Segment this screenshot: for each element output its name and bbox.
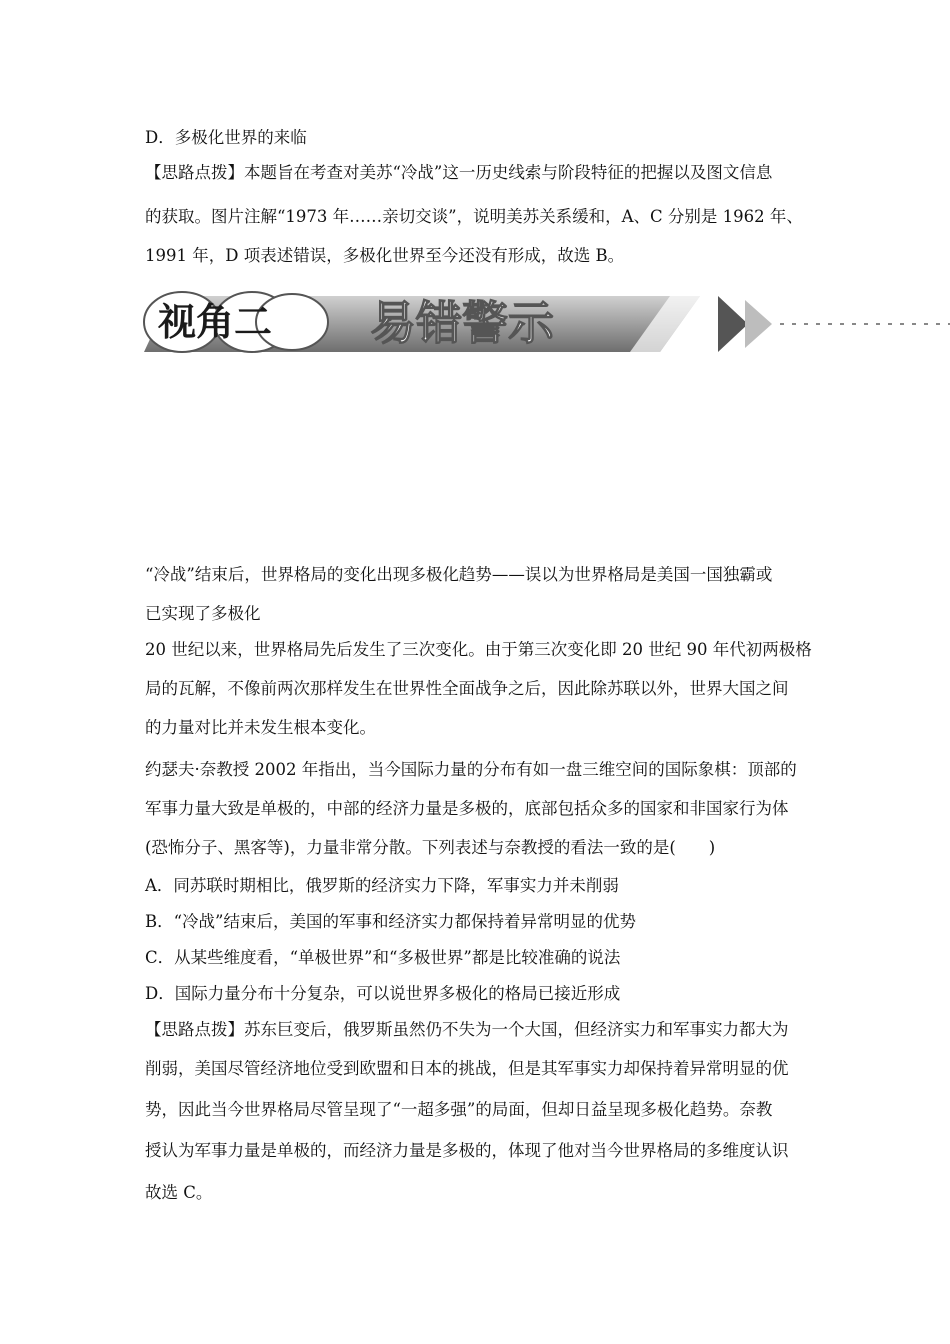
analysis-line: 【思路点拨】本题旨在考查对美苏“冷战”这一历史线索与阶段特征的把握以及图文信息 bbox=[145, 163, 773, 182]
explanation-line: 局的瓦解，不像前两次那样发生在世界性全面战争之后，因此除苏联以外，世界大国之间 bbox=[145, 679, 789, 698]
option-d: D．国际力量分布十分复杂，可以说世界多极化的格局已接近形成 bbox=[145, 984, 621, 1003]
analysis-line: 削弱，美国尽管经济地位受到欧盟和日本的挑战，但是其军事实力却保持着异常明显的优 bbox=[145, 1059, 789, 1078]
option-c: C．从某些维度看，“单极世界”和“多极世界”都是比较准确的说法 bbox=[145, 948, 621, 967]
explanation-line: 的力量对比并未发生根本变化。 bbox=[145, 718, 376, 737]
option-a: A．同苏联时期相比，俄罗斯的经济实力下降，军事实力并未削弱 bbox=[145, 876, 619, 895]
explanation-line: 20 世纪以来，世界格局先后发生了三次变化。由于第三次变化即 20 世纪 90 年代初两极格 bbox=[145, 640, 812, 659]
question-line: 军事力量大致是单极的，中部的经济力量是多极的，底部包括众多的国家和非国家行为体 bbox=[145, 799, 789, 818]
analysis-line: 【思路点拨】苏东巨变后，俄罗斯虽然仍不失为一个大国，但经济实力和军事实力都大为 bbox=[145, 1020, 789, 1039]
option-d-text: D．多极化世界的来临 bbox=[145, 128, 307, 147]
arrow-icon bbox=[745, 300, 772, 348]
section-banner bbox=[140, 290, 950, 360]
option-b: B．“冷战”结束后，美国的军事和经济实力都保持着异常明显的优势 bbox=[145, 912, 636, 931]
analysis-line: 的获取。图片注解“1973 年……亲切交谈”，说明美苏关系缓和，A、C 分别是 1962 年、 bbox=[145, 207, 803, 226]
arrow-icon bbox=[718, 296, 748, 352]
analysis-line: 1991 年，D 项表述错误，多极化世界至今还没有形成，故选 B。 bbox=[145, 246, 625, 265]
topic-line: “冷战”结束后，世界格局的变化出现多极化趋势——误以为世界格局是美国一国独霸或 bbox=[145, 565, 773, 584]
banner-perspective-label: 视角二 bbox=[158, 300, 273, 344]
analysis-line: 故选 C。 bbox=[145, 1183, 213, 1202]
analysis-line: 授认为军事力量是单极的，而经济力量是多极的，体现了他对当今世界格局的多维度认识 bbox=[145, 1141, 789, 1160]
question-line: (恐怖分子、黑客等)，力量非常分散。下列表述与奈教授的看法一致的是( ) bbox=[145, 838, 716, 857]
banner-title: 易错警示 bbox=[370, 296, 554, 350]
topic-line: 已实现了多极化 bbox=[145, 604, 261, 623]
analysis-line: 势，因此当今世界格局尽管呈现了“一超多强”的局面，但却日益呈现多极化趋势。奈教 bbox=[145, 1100, 773, 1119]
question-line: 约瑟夫·奈教授 2002 年指出，当今国际力量的分布有如一盘三维空间的国际象棋：顶部的 bbox=[145, 760, 797, 779]
